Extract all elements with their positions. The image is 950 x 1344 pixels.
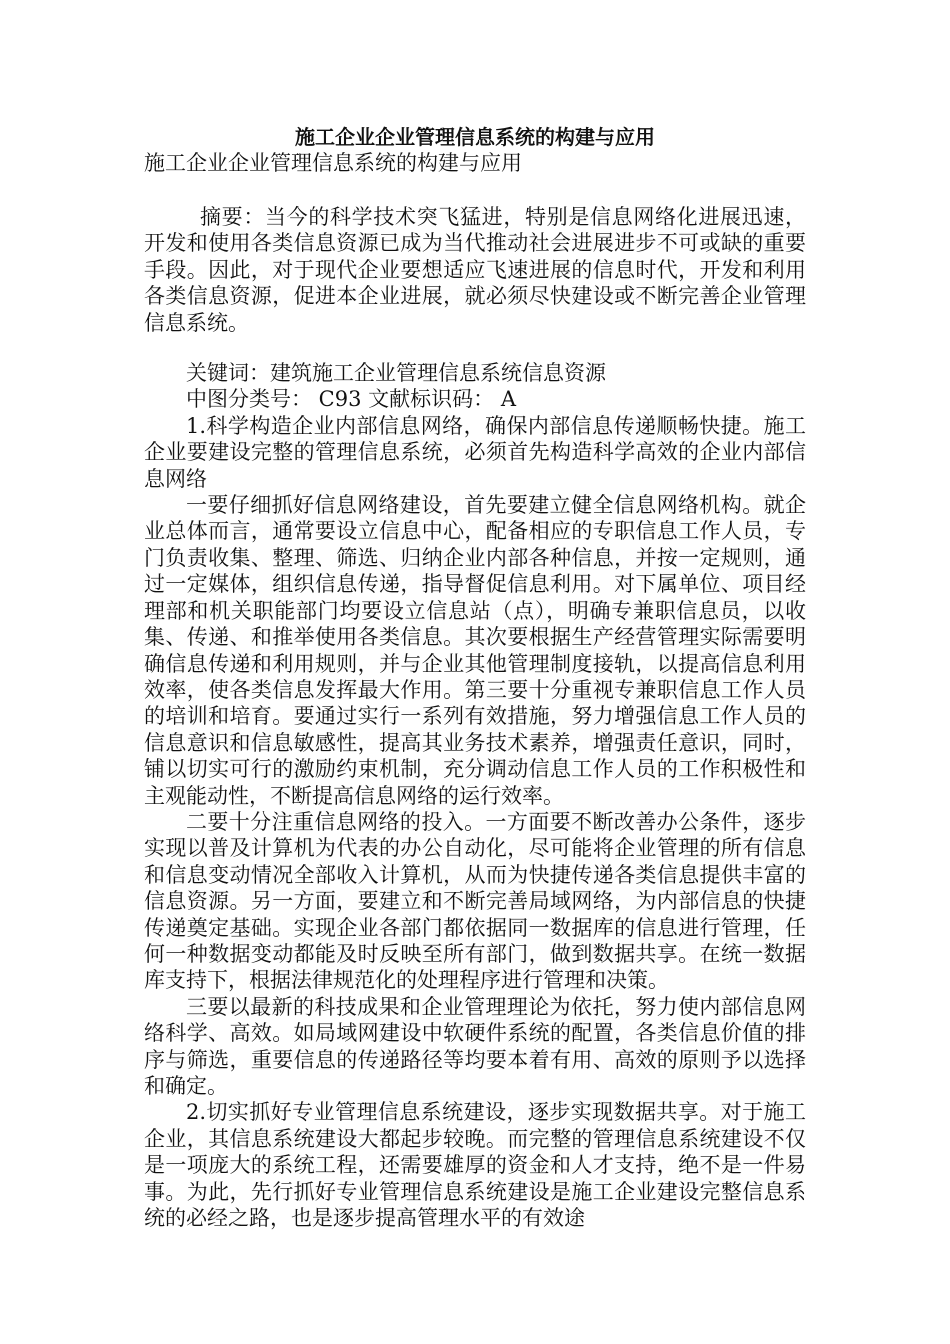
body-paragraph: 一要仔细抓好信息网络建设，首先要建立健全信息网络机构。就企业总体而言，通常要设立信息中心，配备相应的专职信息工作人员，专门负责收集、整理、筛选、归纳企业内部各种信息，并按一定规则，通过一定媒体，组织信息传递，指导督促信息利用。对下属单位、项目经理部和机关职能部门均要设立信息站（点），明确专兼职信息员，以收集、传递、和推举使用各类信息。其次要根据生产经营管理实际需要明确信息传递和利用规则，并与企业其他管理制度接轨，以提高信息利用效率，使各类信息发挥最大作用。第三要十分重视专兼职信息工作人员的培训和培育。要通过实行一系列有效措施，努力增强信息工作人员的信息意识和信息敏感性，提高其业务技术素养，增强责任意识，同时，铺以切实可行的激励约束机制，充分调动信息工作人员的工作积极性和主观能动性，不断提高信息网络的运行效率。: [144, 493, 806, 808]
document-subtitle: 施工企业企业管理信息系统的构建与应用: [144, 151, 522, 175]
body-paragraph: 三要以最新的科技成果和企业管理理论为依托，努力使内部信息网络科学、高效。如局域网建设中软硬件系统的配置，各类信息价值的排序与筛选，重要信息的传递路径等均要本着有用、高效的原则予以选择和确定。: [144, 994, 806, 1098]
spacer: [144, 336, 806, 360]
abstract-paragraph: 摘要：当今的科学技术突飞猛进，特别是信息网络化进展迅速，开发和使用各类信息资源已成为当代推动社会进展进步不可或缺的重要手段。因此，对于现代企业要想适应飞速进展的信息时代，开发和利用各类信息资源，促进本企业进展，就必须尽快建设或不断完善企业管理信息系统。: [144, 205, 806, 335]
document-page: [144, 124, 806, 1231]
classification-line: 中图分类号： C93 文献标识码： A: [186, 387, 516, 412]
document-title: 施工企业企业管理信息系统的构建与应用: [295, 125, 655, 149]
body-paragraph: 2.切实抓好专业管理信息系统建设，逐步实现数据共享。对于施工企业，其信息系统建设大都起步较晚。而完整的管理信息系统建设不仅是一项庞大的系统工程，还需要雄厚的资金和人才支持，绝不是一件易事。为此，先行抓好专业管理信息系统建设是施工企业建设完整信息系统的必经之路，也是逐步提高管理水平的有效途: [144, 1100, 806, 1231]
spacer: [144, 176, 806, 204]
body-paragraph: 1.科学构造企业内部信息网络，确保内部信息传递顺畅快捷。施工企业要建设完整的管理信息系统，必须首先构造科学高效的企业内部信息网络: [144, 413, 806, 491]
body-paragraph: 二要十分注重信息网络的投入。一方面要不断改善办公条件，逐步实现以普及计算机为代表的办公自动化，尽可能将企业管理的所有信息和信息变动情况全部收入计算机，从而为快捷传递各类信息提供丰富的信息资源。另一方面，要建立和不断完善局域网络，为内部信息的快捷传递奠定基础。实现企业各部门都依据同一数据库的信息进行管理，任何一种数据变动都能及时反映至所有部门，做到数据共享。在统一数据库支持下，根据法律规范化的处理程序进行管理和决策。: [144, 809, 806, 993]
keywords-line: 关键词：建筑施工企业管理信息系统信息资源: [186, 361, 606, 386]
